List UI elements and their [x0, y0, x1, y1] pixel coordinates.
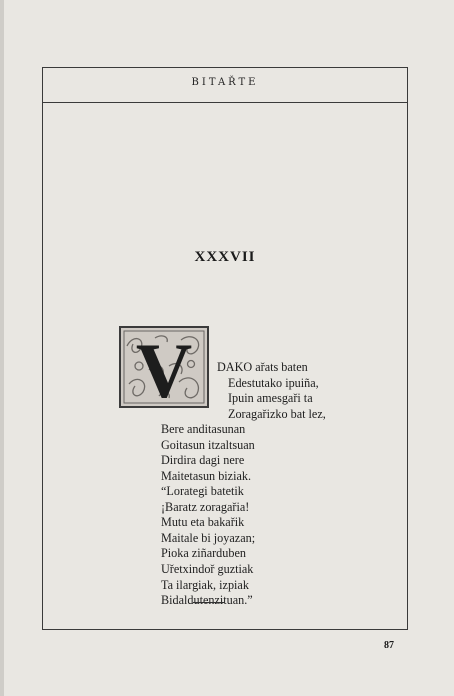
- poem-line: Bere anditasunan: [161, 422, 246, 436]
- poem-line: Bidaldutenzituan.”: [161, 593, 253, 608]
- chapter-number: XXXVII: [194, 249, 256, 265]
- poem-line: Goitasun itzaltsuan: [161, 437, 255, 452]
- poem-line: DAKO ařats baten: [217, 360, 308, 374]
- poem-line: Uřetxindoř guztiak: [161, 561, 254, 576]
- page-number: 87: [384, 640, 394, 651]
- stanza-1-opening: [217, 360, 326, 422]
- ornamental-drop-cap: [119, 326, 209, 408]
- poem-line: Edestutako ipuiña,: [228, 375, 319, 390]
- drop-cap-illustration: [119, 326, 209, 408]
- drop-cap-letter: V: [135, 327, 193, 408]
- poem-line: Ipuin amesgaři ta: [228, 391, 313, 406]
- page-edge: [0, 0, 4, 696]
- poem-line: Mutu eta bakařik: [161, 515, 245, 530]
- poem-end-rule: [193, 602, 225, 603]
- poem-line: Pioka ziñarduben: [161, 546, 246, 561]
- header-rule: [43, 102, 407, 103]
- running-title: BITAŘTE: [191, 77, 259, 88]
- poem-line: Ta ilargiak, izpiak: [161, 577, 249, 592]
- poem-line: Dirdira dagi nere: [161, 453, 245, 468]
- stanza-1-continuation: [161, 422, 255, 484]
- poem-line: Maitetasun biziak.: [161, 468, 252, 483]
- poem-line: Zoragařizko bat lez,: [228, 406, 326, 421]
- poem-line: “Lorategi batetik: [161, 484, 244, 498]
- page-frame: [42, 67, 408, 630]
- poem-line: ¡Baratz zoragařia!: [161, 499, 250, 514]
- stanza-2: [161, 484, 255, 609]
- poem-line: Maitale bi joyazan;: [161, 530, 256, 545]
